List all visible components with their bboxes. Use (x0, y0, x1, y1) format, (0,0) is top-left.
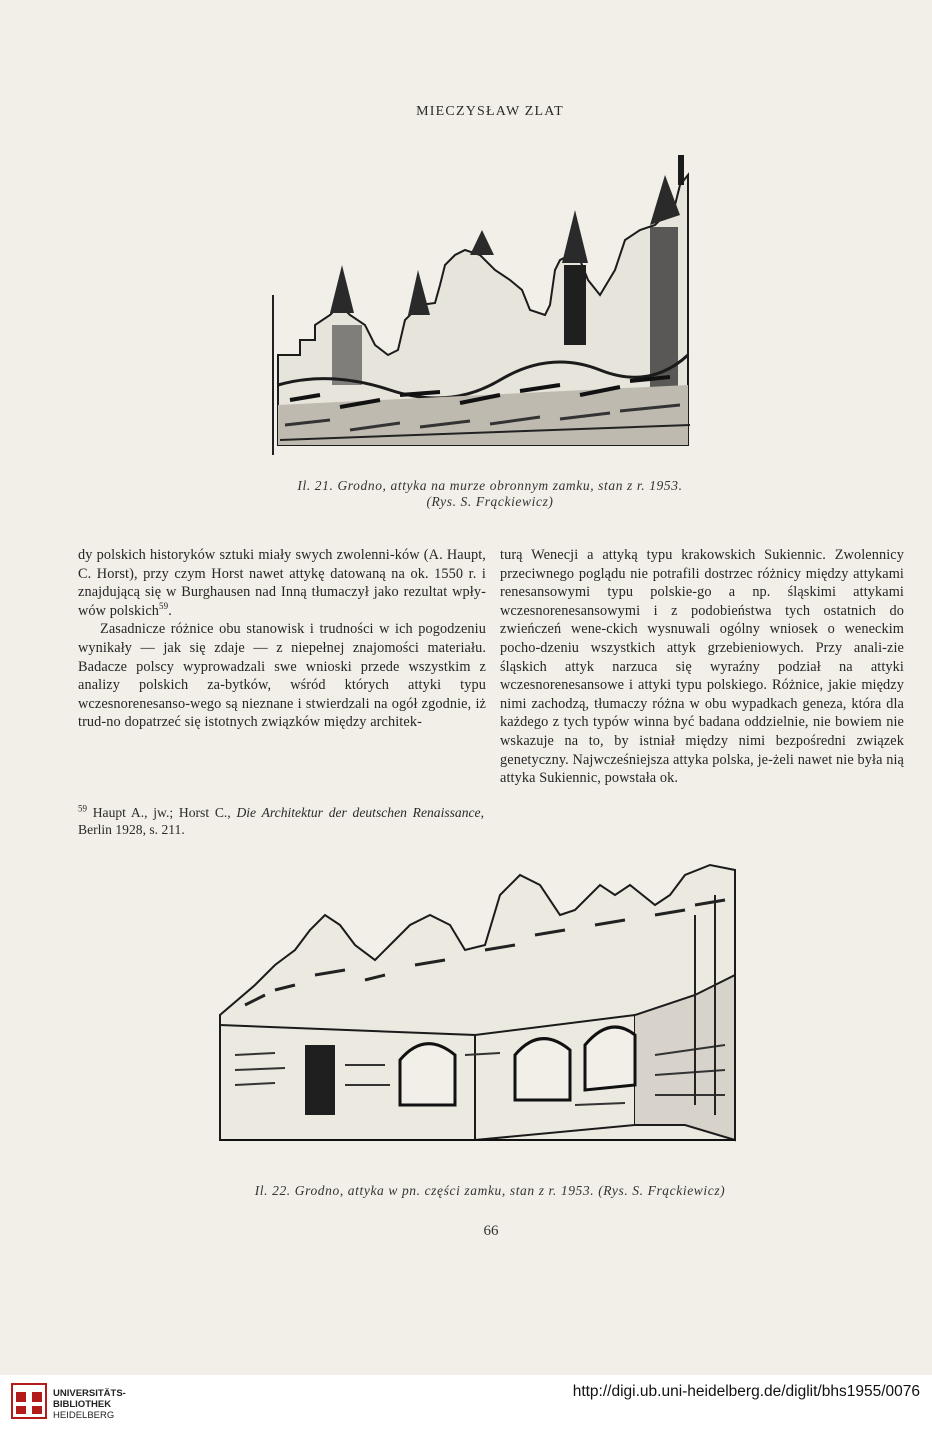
university-library-logo (10, 1382, 48, 1424)
left-column (78, 546, 486, 732)
figure-21-caption-line-1: Il. 21. Grodno, attyka na murze obronnym zamku, stan z r. 1953. (297, 478, 683, 493)
figure-21-drawing (270, 145, 700, 457)
left-paragraph-2: Zasadnicze różnice obu stanowisk i trudności w ich pogodzeniu wynikały — jak się zdaje — z niepełnej znajomości materiału. Badacze polscy wyprowadzali swe wnioski przede wszystkim z analizy polskich za-bytków, wśród których attyki typu wczesnorenesanso-wego są nieznane i stwierdzali na ogół zgodnie, iż trud-no dopatrzeć się istotnych związków między architek- (78, 621, 486, 731)
right-column (500, 546, 904, 788)
figure-21-caption-line-2: (Rys. S. Frąckiewicz) (426, 494, 554, 509)
figure-22-drawing (215, 855, 750, 1160)
running-head: MIECZYSŁAW ZLAT (416, 104, 564, 119)
right-paragraph: turą Wenecji a attyką typu krakowskich Sukiennic. Zwolennicy przeciwnego poglądu nie potrafili dostrzec różnicy między attykami renesansowymi typu polskie-go a np. śląskimi attykami wczesnorenesansowymi i z podobieństwa tych ostatnich do zwieńczeń wene-ckich wysnuwali ogólny wniosek o weneckim pocho-dzeniu wszystkich attyk grzebieniowych. Przy anali-zie śląskich attyk narzuca się wyraźny podział na attyki wczesnorenesansowe i attyki typu polskiego. Różnice, jakie między nimi zachodzą, tłumaczy różna w obu wypadkach geneza, która dla każdego z tych typów winna być badana oddzielnie, nie bowiem nie wskazuje na to, by istniał między nimi bezpośredni związek genetyczny. Najwcześniejsza attyka polska, je-żeli nawet nie była nią attyka Sukiennic, powstała ok. (500, 547, 904, 787)
footnote-59: $^{59}$ Haupt A., jw.; Horst C., Die Architektur der deutschen Renaissance, Berlin 1928, s. 211. (78, 803, 485, 837)
permalink-url[interactable]: http://digi.ub.uni-heidelberg.de/diglit/bhs1955/0076 (572, 1383, 920, 1400)
left-paragraph-1: dy polskich historyków sztuki miały swych zwolenni-ków (A. Haupt, C. Horst), przy czym Horst nawet attykę datowaną na ok. 1550 r. i znajdującą się w Burghausen nad Inną tłumaczył jako rezultat wpły-wów polskich$^{59}$. (78, 547, 486, 619)
page-number: 66 (483, 1223, 499, 1239)
logo-wordmark: UNIVERSITÄTS- BIBLIOTHEK HEIDELBERG (53, 1388, 126, 1421)
figure-22-caption: Il. 22. Grodno, attyka w pn. części zamku, stan z r. 1953. (Rys. S. Frąckiewicz) (254, 1183, 726, 1198)
footnote-ref-59[interactable]: 59 (159, 601, 169, 612)
